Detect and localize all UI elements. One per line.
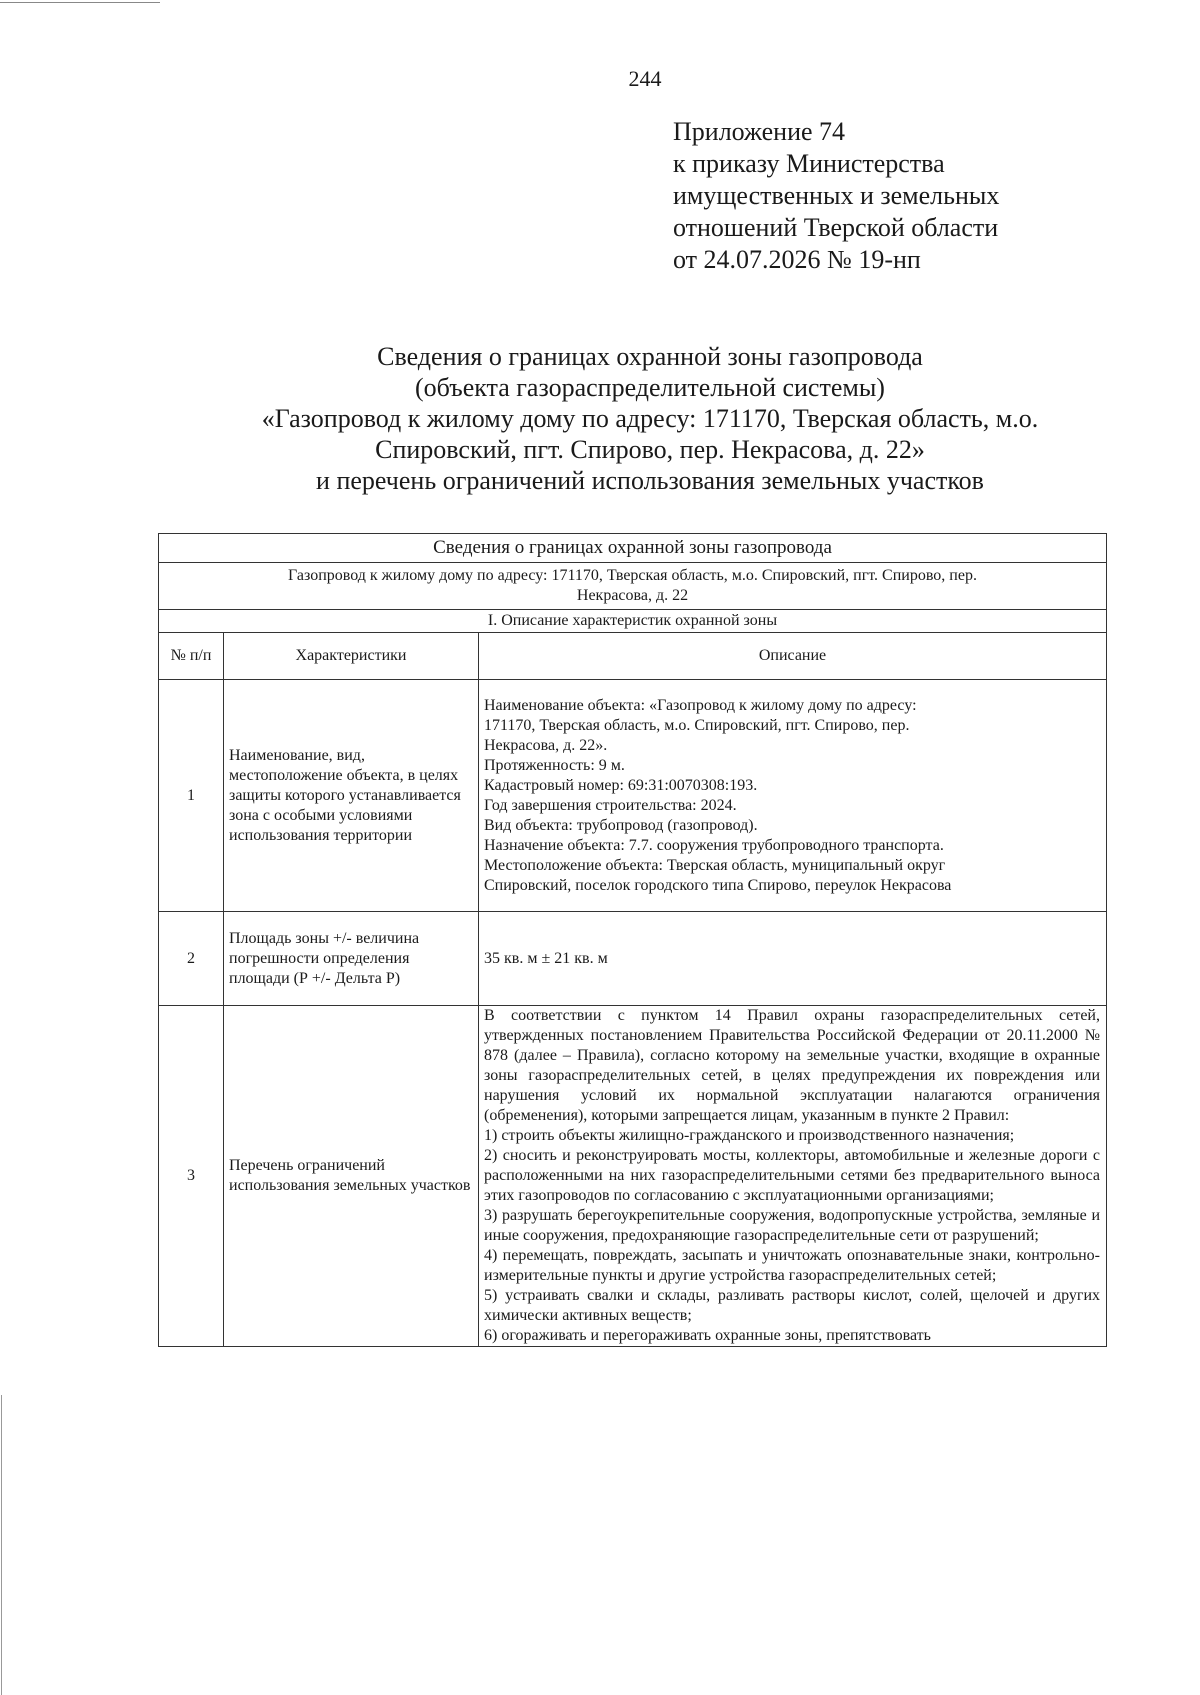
description-line: Год завершения строительства: 2024. <box>484 796 737 814</box>
title-line: и перечень ограничений использования земельных участков <box>316 466 984 495</box>
description-line: Протяженность: 9 м. <box>484 756 625 774</box>
description-line: Кадастровый номер: 69:31:0070308:193. <box>484 776 758 794</box>
appendix-line: к приказу Министерства <box>673 149 945 178</box>
row-characteristic: Перечень ограничений использования земельных участков <box>224 1006 479 1347</box>
column-header-characteristics: Характеристики <box>224 633 479 680</box>
restriction-item: 4) перемещать, повреждать, засыпать и уничтожать опознавательные знаки, контрольно-измерительные пункты и другие устройства газораспределительных сетей; <box>484 1247 1100 1284</box>
description-line: Вид объекта: трубопровод (газопровод). <box>484 816 758 834</box>
description-line: Спировский, поселок городского типа Спирово, переулок Некрасова <box>484 876 952 894</box>
row-number: 1 <box>159 680 224 912</box>
restriction-paragraph: В соответствии с пунктом 14 Правил охраны газораспределительных сетей, утвержденных постановлением Правительства Российской Федерации от 20.11.2000 № 878 (далее – Правила), согласно которому на земельные участки, входящие в охранные зоны газораспределительных сетей, в целях предупреждения их повреждения или нарушения условий их нормальной эксплуатации налагаются ограничения (обременения), которыми запрещается лицам, указанным в пункте 2 Правил: <box>484 1007 1100 1124</box>
zone-info-table <box>158 533 1107 1347</box>
scan-edge-line <box>1 1395 2 1695</box>
row-description: 35 кв. м ± 21 кв. м <box>479 912 1107 1006</box>
table-heading: Сведения о границах охранной зоны газопровода <box>159 534 1107 563</box>
row-characteristic: Наименование, вид, местоположение объекта, в целях защиты которого устанавливается зона с особыми условиями использования территории <box>224 680 479 912</box>
scan-corner-line <box>0 2 160 3</box>
restriction-item: 3) разрушать берегоукрепительные сооружения, водопропускные устройства, земляные и иные сооружения, предохраняющие газораспределительные сети от разрушений; <box>484 1207 1100 1244</box>
row-number: 2 <box>159 912 224 1006</box>
table-row <box>159 680 1107 912</box>
appendix-block <box>673 116 999 276</box>
appendix-line: имущественных и земельных <box>673 181 1000 210</box>
page-number: 244 <box>628 66 662 91</box>
column-header-row <box>159 633 1107 680</box>
description-line: Местоположение объекта: Тверская область, муниципальный округ <box>484 856 946 874</box>
document-title <box>0 341 1200 496</box>
appendix-line: от 24.07.2026 № 19-нп <box>673 245 921 274</box>
title-line: Спировский, пгт. Спирово, пер. Некрасова, д. 22» <box>375 435 925 464</box>
title-line: Сведения о границах охранной зоны газопровода <box>377 342 923 371</box>
column-header-number: № п/п <box>159 633 224 680</box>
restriction-item: 5) устраивать свалки и склады, разливать растворы кислот, солей, щелочей и других химически активных веществ; <box>484 1287 1100 1324</box>
title-line: «Газопровод к жилому дому по адресу: 171170, Тверская область, м.о. <box>261 404 1039 433</box>
object-name-cell <box>159 563 1107 610</box>
description-line: 171170, Тверская область, м.о. Спировский, пгт. Спирово, пер. <box>484 716 910 734</box>
object-name-line: Газопровод к жилому дому по адресу: 171170, Тверская область, м.о. Спировский, пгт. Спирово, пер. <box>288 567 977 584</box>
appendix-line: Приложение 74 <box>673 117 846 146</box>
row-description <box>479 680 1107 912</box>
description-line: Назначение объекта: 7.7. сооружения трубопроводного транспорта. <box>484 836 944 854</box>
table-row <box>159 912 1107 1006</box>
restriction-item: 1) строить объекты жилищно-гражданского и производственного назначения; <box>484 1127 1015 1144</box>
row-description <box>479 1006 1107 1347</box>
row-characteristic: Площадь зоны +/- величина погрешности определения площади (Р +/- Дельта Р) <box>224 912 479 1006</box>
object-name-line: Некрасова, д. 22 <box>576 587 689 604</box>
appendix-line: отношений Тверской области <box>673 213 999 242</box>
description-line: Наименование объекта: «Газопровод к жилому дому по адресу: <box>484 696 917 714</box>
restriction-item: 2) сносить и реконструировать мосты, коллекторы, автомобильные и железные дороги с расположенными на них газораспределительными сетями без предварительного выноса этих газопроводов по согласованию с эксплуатационными организациями; <box>484 1147 1100 1204</box>
restriction-item: 6) огораживать и перегораживать охранные зоны, препятствовать <box>484 1327 931 1344</box>
title-line: (объекта газораспределительной системы) <box>415 373 885 402</box>
column-header-description: Описание <box>479 633 1107 680</box>
table-row <box>159 1006 1107 1347</box>
row-number: 3 <box>159 1006 224 1347</box>
section-heading: I. Описание характеристик охранной зоны <box>159 610 1107 633</box>
description-line: Некрасова, д. 22». <box>484 736 608 754</box>
